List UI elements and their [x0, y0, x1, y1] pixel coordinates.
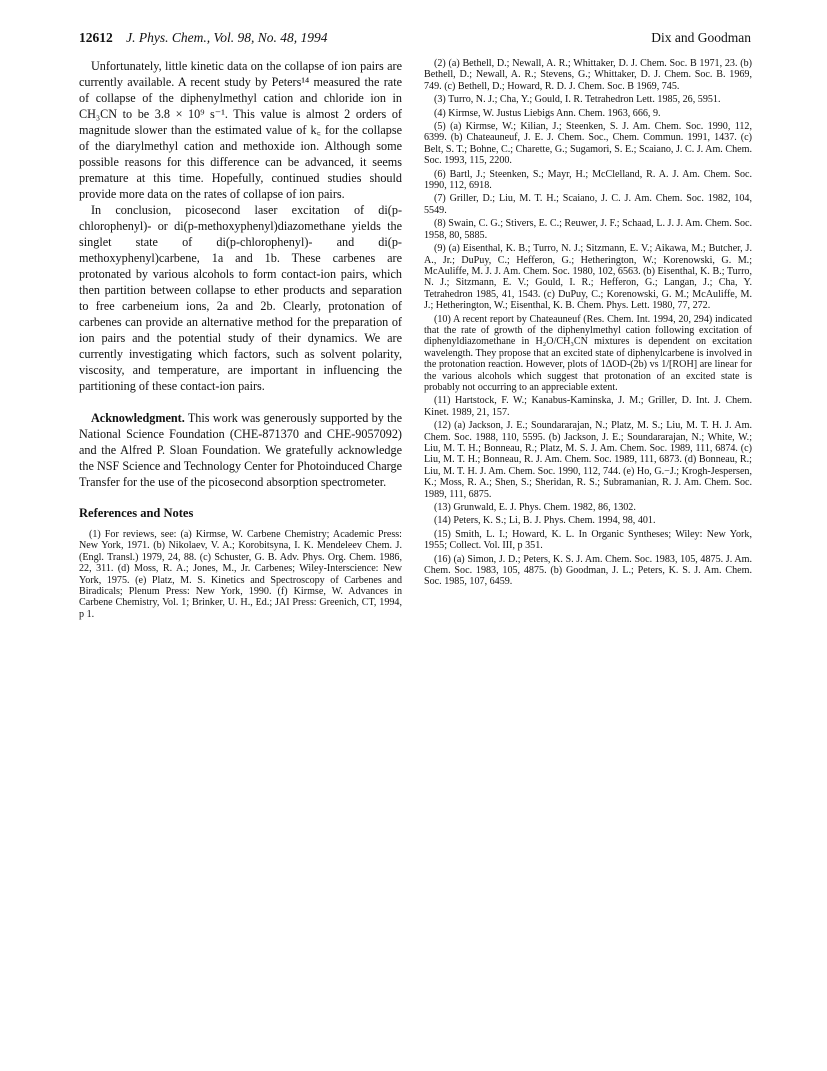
running-authors: Dix and Goodman — [651, 30, 751, 45]
reference-item: (11) Hartstock, F. W.; Kanabus-Kaminska, J. M.; Griller, D. Int. J. Chem. Kinet. 1989, 21, 157. — [424, 395, 752, 418]
reference-item: (12) (a) Jackson, J. E.; Soundararajan, N.; Platz, M. S.; Liu, M. T. H. J. Am. Chem. Soc. 1988, 110, 5595. (b) Jackson, J. E.; Soundararajan, N.; White, W.; Liu, M. T. H.; Bonneau, R.; Platz, M. S. J. Am. Chem. Soc. 1989, 111, 6874. (c) Liu, M. T. H.; Bonneau, R. J. Am. Chem. Soc. 1989, 111, 6873. (d) Bonneau, R.; Liu, M. T. H. J. Am. Chem. Soc. 1990, 112, 744. (e) Ho, G.−J.; Krogh-Jespersen, K.; Moss, R. A.; Shen, S.; Sheridan, R. S.; Subramanian, R. J. Am. Chem. Soc. 1989, 111, 6875. — [424, 420, 752, 500]
reference-item: (7) Griller, D.; Liu, M. T. H.; Scaiano, J. C. J. Am. Chem. Soc. 1982, 104, 5549. — [424, 193, 752, 216]
reference-item: (3) Turro, N. J.; Cha, Y.; Gould, I. R. Tetrahedron Lett. 1985, 26, 5951. — [434, 94, 721, 106]
references-heading: References and Notes — [79, 506, 194, 520]
right-column — [424, 58, 752, 590]
body-paragraph: Unfortunately, little kinetic data on the collapse of ion pairs are currently available. A recent study by Peters¹⁴ measured the rate of collapse of the diphenylmethyl cation and chloride ion in CH₃CN to be 3.8 × 10⁹ s⁻¹. This value is almost 2 orders of magnitude slower than the estimated value of k꜀ for the collapse of the diarylmethyl cation and methoxide ion. Although some possible reasons for this difference can be advanced, it seems premature at this time. Hopefully, continued studies should provide more data on the rates of collapse of ion pairs. — [79, 59, 402, 201]
reference-item: (4) Kirmse, W. Justus Liebigs Ann. Chem. 1963, 666, 9. — [434, 107, 661, 119]
reference-item: (9) (a) Eisenthal, K. B.; Turro, N. J.; Sitzmann, E. V.; Aikawa, M.; Butcher, J. A., Jr.; DuPuy, C.; Hefferon, G.; Hetherington, W.; Korenowski, G. M.; McAuliffe, M. J. J. Am. Chem. Soc. 1980, 102, 6563. (b) Eisenthal, K. B.; Turro, N. J.; Sitzmann, E. V.; Gould, I. R.; Hefferon, G.; Langan, J.; Cha, Y. Tetrahedron 1985, 41, 1543. (c) DuPuy, C.; Korenowski, G. M.; McAuliffe, M. J.; Hetherington, W.; Eisenthal, K. B. Chem. Phys. Lett. 1980, 77, 272. — [424, 243, 752, 312]
reference-item: (5) (a) Kirmse, W.; Kilian, J.; Steenken, S. J. Am. Chem. Soc. 1990, 112, 6399. (b) Chateauneuf, J. E. J. Chem. Soc., Chem. Commun. 1991, 1437. (c) Belt, S. T.; Bohne, C.; Charette, G.; Sugamori, S. E.; Scaiano, J. C. J. Am. Chem. Soc. 1993, 115, 2200. — [424, 121, 752, 167]
references-list-left — [79, 529, 402, 620]
page-number: 12612 — [79, 30, 113, 45]
header-left — [79, 30, 328, 46]
reference-item: (10) A recent report by Chateauneuf (Res. Chem. Int. 1994, 20, 294) indicated that the rate of growth of the diphenylmethyl cation following excitation of diphenyldiazomethane in H₂O/CH₃CN mixtures is dependent on excitation wavelength. They propose that an excited state of diphenylcarbene is involved in the protonation reaction. However, plots of 1ΔOD-(2b) vs 1/[ROH] are linear for the various alcohols which suggest that protonation of an excited state is probably not occurring to an appreciable extent. — [424, 313, 752, 393]
left-column — [79, 58, 402, 621]
reference-item: (13) Grunwald, E. J. Phys. Chem. 1982, 86, 1302. — [434, 502, 636, 514]
reference-item: (14) Peters, K. S.; Li, B. J. Phys. Chem. 1994, 98, 401. — [434, 515, 656, 527]
acknowledgment-heading: Acknowledgment. — [91, 411, 185, 425]
acknowledgment-text: This work was generously supported by the National Science Foundation (CHE-871370 and CHE-9057092) and the Alfred P. Sloan Foundation. We gratefully acknowledge the NSF Science and Technology Center for Photoinduced Charge Transfer for the use of the picosecond absorption spectrometer. — [79, 411, 402, 489]
reference-item: (16) (a) Simon, J. D.; Peters, K. S. J. Am. Chem. Soc. 1983, 105, 4875. J. Am. Chem. Soc. 1983, 105, 4875. (b) Goodman, J. L.; Peters, K. S. J. Am. Chem. Soc. 1985, 107, 6459. — [424, 553, 752, 588]
conclusion-paragraph: In conclusion, picosecond laser excitation of di(p-chlorophenyl)- or di(p-methoxyphenyl)diazomethane yields the singlet state of di(p-chlorophenyl)- and di(p-methoxyphenyl)carbene, 1a and 1b. These carbenes are protonated by various alcohols to form contact-ion pairs, which then partition between collapse to ether products and separation to free carbeneium ions, 2a and 2b. Clearly, protonation of carbenes can provide an alternative method for the preparation of ion pairs and the potential study of their dynamics. We are currently investigating which factors, such as solvent polarity, viscosity, and temperature, are important in influencing the partitioning of these contact-ion pairs. — [79, 203, 402, 393]
journal-citation: J. Phys. Chem., Vol. 98, No. 48, 1994 — [126, 30, 328, 45]
reference-item: (15) Smith, L. I.; Howard, K. L. In Organic Syntheses; Wiley: New York, 1955; Collect. Vol. III, p 351. — [424, 528, 752, 552]
reference-item: (2) (a) Bethell, D.; Newall, A. R.; Whittaker, D. J. Chem. Soc. B 1971, 23. (b) Bethell, D.; Newall, A. R.; Stevens, G.; Whittaker, D. J. Chem. Soc. B. 1969, 749. (c) Bethell, D.; Howard, R. D. J. Chem. Soc. B 1969, 745. — [424, 58, 752, 92]
reference-item: (1) For reviews, see: (a) Kirmse, W. Carbene Chemistry; Academic Press: New York, 1971. (b) Nikolaev, V. A.; Korobitsyna, I. K. Mendeleev Chem. J. (Engl. Transl.) 1979, 24, 88. (c) Schuster, G. B. Adv. Phys. Org. Chem. 1986, 22, 311. (d) Moss, R. A.; Jones, M., Jr. Carbenes; Wiley-Interscience: New York, 1975. (e) Platz, M. S. Kinetics and Spectroscopy of Carbenes and Biradicals; Plenum Press: New York, 1990. (f) Kirmse, W. Advances in Carbene Chemistry, Vol. 1; Brinker, U. H., Ed.; JAI Press: Greenich, CT, 1994, p 1. — [79, 529, 402, 620]
acknowledgment — [79, 410, 402, 490]
references-list-right — [424, 58, 752, 588]
page-header — [79, 30, 751, 50]
reference-item: (6) Bartl, J.; Steenken, S.; Mayr, H.; McClelland, R. A. J. Am. Chem. Soc. 1990, 112, 6918. — [424, 168, 752, 192]
reference-item: (8) Swain, C. G.; Stivers, E. C.; Reuwer, J. F.; Schaad, L. J. J. Am. Chem. Soc. 1958, 80, 5885. — [424, 218, 752, 241]
